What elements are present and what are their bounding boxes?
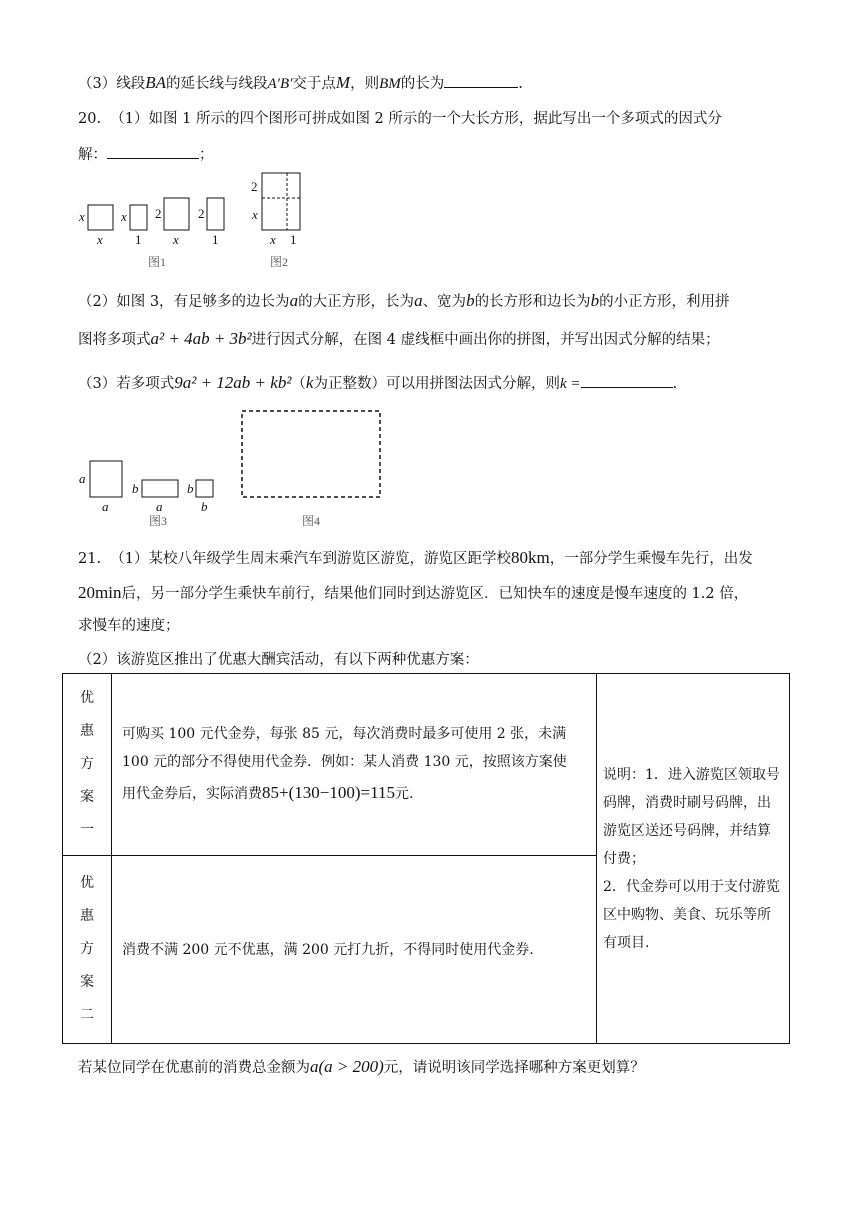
- fig4-caption: 图4: [302, 514, 321, 528]
- fig3-big-square: [90, 461, 122, 497]
- q20-part2-line2: 图将多项式a² + 4ab + 3b²进行因式分解，在图 4 虚线框中画出你的拼图，并写出因式分解的结果；: [78, 329, 720, 348]
- answer-blank[interactable]: [444, 73, 518, 88]
- plan1-title: 优 惠 方 案 一: [63, 674, 112, 856]
- answer-blank[interactable]: [581, 373, 673, 388]
- fig4-dashed-frame: [242, 411, 380, 497]
- fig2-label: 1: [290, 232, 297, 247]
- fig3-label: a: [79, 471, 86, 486]
- fig3-label: a: [156, 499, 163, 514]
- fig3-small-square: [196, 480, 213, 497]
- answer-blank[interactable]: [107, 144, 199, 159]
- fig1-rect-2-x: [164, 198, 189, 230]
- q20-part3: （3）若多项式9a² + 12ab + kb²（k为正整数）可以用拼图法因式分解，则k = .: [78, 373, 678, 392]
- fig1-label: 1: [135, 232, 142, 247]
- table-row: [63, 674, 790, 856]
- fig1-label: x: [97, 232, 103, 247]
- plan1-description: 可购买 100 元代金券，每张 85 元，每次消费时最多可使用 2 张，未满 100 元的部分不得使用代金券．例如：某人消费 130 元，按照该方案使 用代金券后，实际消费85+(130−100)=115元.: [112, 674, 597, 856]
- discount-plan-table: [62, 673, 790, 1044]
- fig1-label: x: [79, 209, 85, 224]
- fig3-label: a: [102, 499, 109, 514]
- fig1-label: 2: [198, 206, 205, 221]
- plan-notes: 说明：1．进入游览区领取号 码牌，消费时刷号码牌，出 游览区送还号码牌，并结算 付费； 2．代金券可以用于支付游览 区中购物、美食、玩乐等所 有项目.: [597, 674, 790, 1044]
- plan2-description: 消费不满 200 元不优惠，满 200 元打九折，不得同时使用代金券.: [112, 856, 597, 1044]
- fig2-label: x: [252, 207, 258, 222]
- fig2-big-rect: [262, 173, 300, 230]
- fig1-caption: 图1: [148, 255, 167, 269]
- fig1-label: 2: [155, 206, 162, 221]
- q21-part1-line2: 20min后，另一部分学生乘快车前行，结果他们同时到达游览区．已知快车的速度是慢车速度的 1.2 倍，: [78, 583, 749, 602]
- fig1-label: x: [173, 232, 179, 247]
- q21-part2: （2）该游览区推出了优惠大酬宾活动，有以下两种优惠方案：: [78, 652, 479, 668]
- fig3-label: b: [132, 481, 139, 496]
- fig3-caption: 图3: [149, 514, 168, 528]
- fig1-square-x: [88, 205, 113, 230]
- polynomial: 9a² + 12ab + kb²: [174, 373, 292, 392]
- fig2-label: 2: [251, 179, 258, 194]
- fig3-label: b: [201, 499, 208, 514]
- q19-part3: （3）线段BA的延长线与线段A′B′交于点M，则BM的长为 .: [78, 73, 523, 92]
- q20-part2-line1: （2）如图 3，有足够多的边长为a的大正方形，长为a、宽为b的长方形和边长为b的小正方形，利用拼: [78, 291, 730, 310]
- plan1-formula: 85+(130−100)=115: [262, 782, 395, 802]
- q21-part1-line1: 21. （1）某校八年级学生周末乘汽车到游览区游览，游览区距学校80km，一部分学生乘慢车先行，出发: [78, 548, 753, 567]
- q20-part1-line1: 20. （1）如图 1 所示的四个图形可拼成如图 2 所示的一个大长方形，据此写出一个多项式的因式分: [78, 111, 722, 127]
- q21-part1-line3: 求慢车的速度；: [78, 618, 180, 634]
- fig2-caption: 图2: [270, 255, 289, 269]
- fig3-label: b: [187, 481, 194, 496]
- polynomial: a² + 4ab + 3b²: [150, 329, 252, 348]
- plan2-title: 优 惠 方 案 二: [63, 856, 112, 1044]
- fig2-label: x: [270, 232, 276, 247]
- figure-3-4: [70, 405, 390, 533]
- q21-final-question: 若某位同学在优惠前的消费总金额为a(a > 200)元，请说明该同学选择哪种方案更划算？: [78, 1057, 645, 1076]
- figure-1-2: [70, 168, 330, 276]
- fig1-rect-2-1: [207, 198, 224, 230]
- fig1-label: 1: [212, 232, 219, 247]
- q20-part1-line2: 解： ；: [78, 143, 214, 164]
- fig1-label: x: [121, 209, 127, 224]
- fig1-rect-x-1: [130, 205, 147, 230]
- fig3-rectangle: [142, 480, 178, 497]
